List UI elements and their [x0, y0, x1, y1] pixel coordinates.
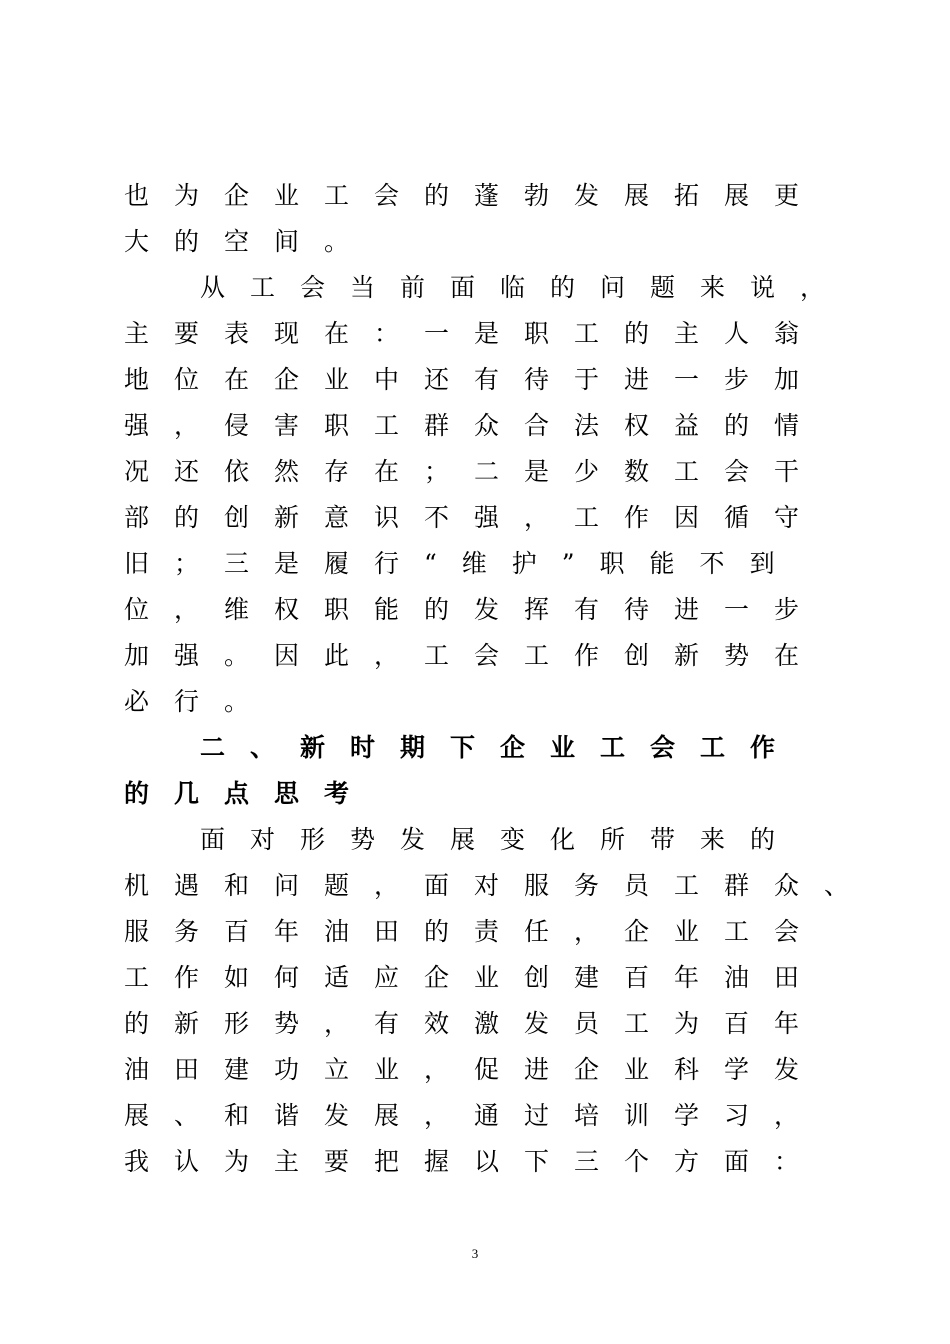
body-text-line: 的新形势，有效激发员工为百年 — [124, 1009, 825, 1038]
body-text-line: 油田建功立业，促进企业科学发 — [124, 1055, 825, 1084]
body-text-line: 加强。因此，工会工作创新势在 — [124, 641, 825, 670]
body-text-line: 也为企业工会的蓬勃发展拓展更 — [124, 181, 825, 210]
body-text-line: 展、和谐发展，通过培训学习， — [124, 1101, 825, 1130]
body-text-line: 工作如何适应企业创建百年油田 — [124, 963, 825, 992]
paragraph-first-line: 面对形势发展变化所带来的 — [200, 825, 801, 854]
body-text-line: 地位在企业中还有待于进一步加 — [124, 365, 825, 394]
body-text-line: 服务百年油田的责任，企业工会 — [124, 917, 825, 946]
body-text-line: 强，侵害职工群众合法权益的情 — [124, 411, 825, 440]
body-text-line: 机遇和问题，面对服务员工群众、 — [124, 871, 875, 900]
body-text-line: 大的空间。 — [124, 227, 375, 256]
section-heading: 二、新时期下企业工会工作 — [200, 733, 801, 762]
body-text-line: 旧；三是履行“维护”职能不到 — [124, 549, 800, 578]
body-text-line: 部的创新意识不强，工作因循守 — [124, 503, 825, 532]
body-text-line: 必行。 — [124, 687, 275, 716]
page-number: 3 — [471, 1246, 479, 1261]
body-text-line: 位，维权职能的发挥有待进一步 — [124, 595, 825, 624]
paragraph-first-line: 从工会当前面临的问题来说， — [200, 273, 851, 302]
body-text-line: 主要表现在：一是职工的主人翁 — [124, 319, 825, 348]
section-heading-continued: 的几点思考 — [124, 779, 375, 808]
body-text-line: 我认为主要把握以下三个方面： — [124, 1147, 825, 1176]
body-text-line: 况还依然存在；二是少数工会干 — [124, 457, 825, 486]
